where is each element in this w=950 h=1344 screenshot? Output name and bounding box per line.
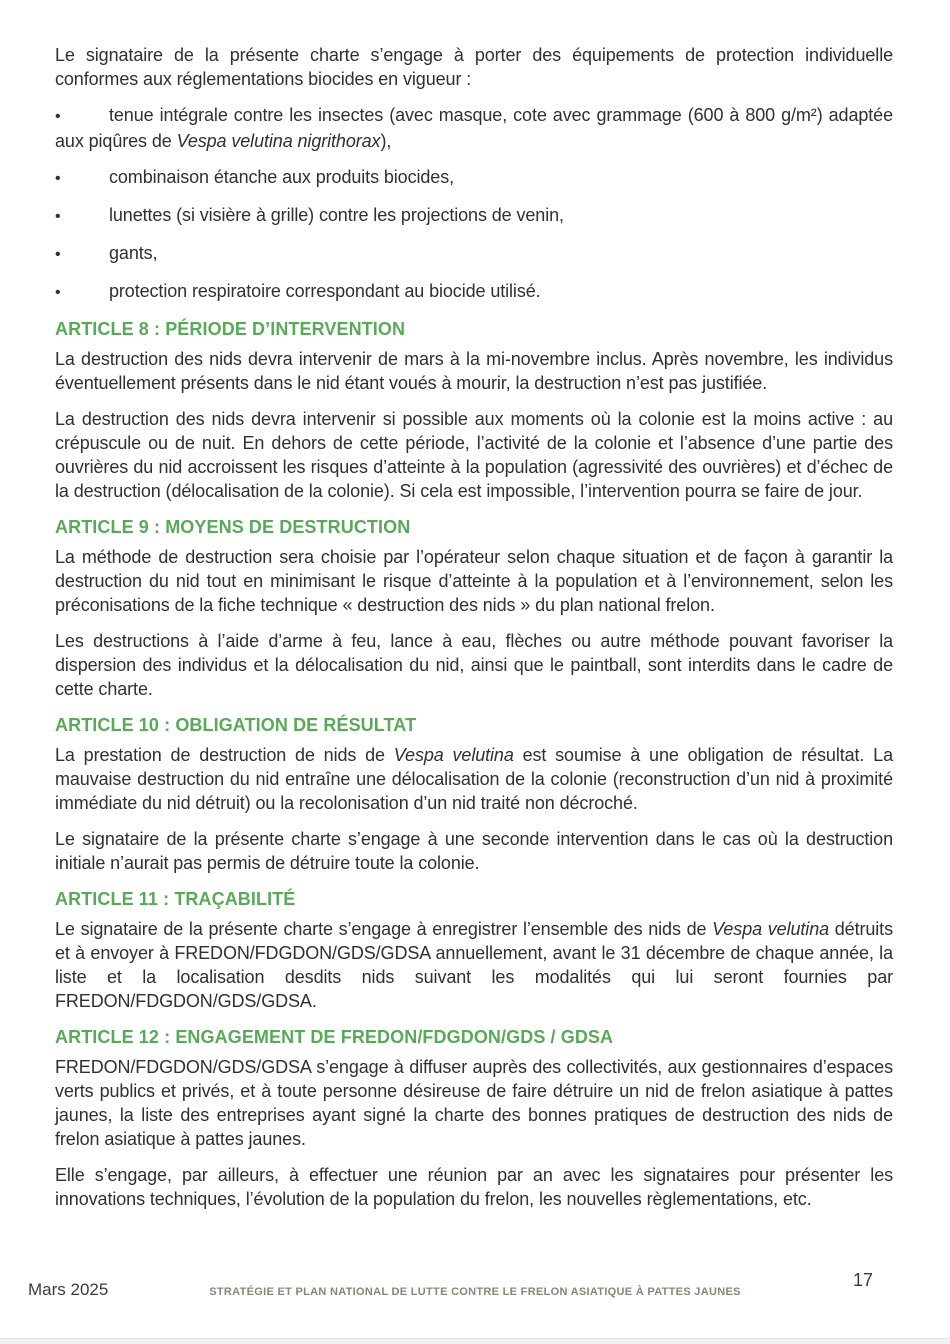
text-run: ),: [380, 131, 392, 151]
page-footer: [0, 1270, 950, 1310]
text-run: ARTICLE 10 : OBLIGATION DE RÉSULTAT: [55, 715, 417, 735]
paragraph: [55, 43, 893, 91]
text-run: combinaison étanche aux produits biocides,: [109, 167, 455, 187]
text-run: La destruction des nids devra intervenir de mars à la mi-novembre inclus. Après novembre, les individus éventuellement présents dans le nid étant voués à mourir, la destruction n’est pas justifiée.: [55, 349, 893, 393]
article-heading: [55, 887, 893, 911]
text-run: Les destructions à l’aide d’arme à feu, lance à eau, flèches ou autre méthode pouvant favoriser la dispersion des individus et la délocalisation du nid, ainsi que le paintball, sont interdits dans le cadre de cette charte.: [55, 631, 893, 699]
document-body: [55, 43, 893, 1223]
text-run: ARTICLE 9 : MOYENS DE DESTRUCTION: [55, 517, 411, 537]
paragraph: [55, 827, 893, 875]
article-heading: [55, 317, 893, 341]
text-run: protection respiratoire correspondant au biocide utilisé.: [109, 281, 541, 301]
paragraph: [55, 629, 893, 701]
page-bottom-edge: [0, 1338, 950, 1344]
paragraph: [55, 743, 893, 815]
text-run: est soumise à une obligation de résultat. La mauvaise destruction du nid entraîne une délocalisation de la colonie (reconstruction d’un nid à proximité immédiate du nid détruit) ou la recolonisation d’un nid traité non décroché.: [55, 745, 893, 813]
article-heading: [55, 1025, 893, 1049]
text-run: lunettes (si visière à grille) contre les projections de venin,: [109, 205, 564, 225]
bullet-icon: •: [55, 208, 61, 225]
species-name-italic: Vespa velutina: [393, 745, 514, 765]
text-run: La destruction des nids devra intervenir si possible aux moments où la colonie est la moins active : au crépuscule ou de nuit. En dehors de cette période, l’activité de la colonie et l’absence d’une partie des ouvrières du nid accroissent les risques d’atteinte à la population (agressivité des ouvrières) et d’échec de la destruction (délocalisation de la colonie). Si cela est impossible, l’intervention pourra se faire de jour.: [55, 409, 893, 501]
text-run: Elle s’engage, par ailleurs, à effectuer une réunion par an avec les signataires pour présenter les innovations techniques, l’évolution de la population du frelon, les nouvelles règlementations, etc.: [55, 1165, 893, 1209]
text-run: Le signataire de la présente charte s’engage à porter des équipements de protection individuelle conformes aux réglementations biocides en vigueur :: [55, 45, 893, 89]
paragraph: [55, 917, 893, 1013]
footer-date: Mars 2025: [28, 1280, 109, 1299]
paragraph: [55, 347, 893, 395]
footer-running-title: STRATÉGIE ET PLAN NATIONAL DE LUTTE CONTRE LE FRELON ASIATIQUE À PATTES JAUNES: [209, 1286, 741, 1298]
page-number: 17: [852, 1270, 873, 1290]
bullet-icon: •: [55, 108, 61, 125]
text-run: détruits et à envoyer à FREDON/FDGDON/GDS/GDSA annuellement, avant le 31 décembre de chaque année, la liste et la localisation desdits nids suivant les modalités qui lui seront fournies par FREDON/FDGDON/GDS/GDSA.: [55, 919, 893, 1011]
text-run: FREDON/FDGDON/GDS/GDSA s’engage à diffuser auprès des collectivités, aux gestionnaires d’espaces verts publics et privés, et à toute personne désireuse de faire détruire un nid de frelon asiatique à pattes jaunes, la liste des entreprises ayant signé la charte des bonnes pratiques de destruction des nids de frelon asiatique à pattes jaunes.: [55, 1057, 893, 1149]
bullet-item: [55, 165, 893, 191]
text-run: La méthode de destruction sera choisie par l’opérateur selon chaque situation et de façon à garantir la destruction du nid tout en minimisant le risque d’atteinte à la population et à l’environnement, selon les préconisations de la fiche technique « destruction des nids » du plan national frelon.: [55, 547, 893, 615]
text-run: ARTICLE 12 : ENGAGEMENT DE FREDON/FDGDON/GDS / GDSA: [55, 1027, 614, 1047]
paragraph: [55, 407, 893, 503]
bullet-icon: •: [55, 284, 61, 301]
text-run: Le signataire de la présente charte s’engage à une seconde intervention dans le cas où la destruction initiale n’aurait pas permis de détruire toute la colonie.: [55, 829, 893, 873]
paragraph: [55, 545, 893, 617]
bullet-icon: •: [55, 170, 61, 187]
text-run: gants,: [109, 243, 158, 263]
text-run: ARTICLE 11 : TRAÇABILITÉ: [55, 889, 296, 909]
bullet-item: [55, 241, 893, 267]
article-heading: [55, 515, 893, 539]
bullet-item: [55, 103, 893, 153]
bullet-icon: •: [55, 246, 61, 263]
paragraph: [55, 1163, 893, 1211]
text-run: Le signataire de la présente charte s’engage à enregistrer l’ensemble des nids de: [55, 919, 713, 939]
text-run: La prestation de destruction de nids de: [55, 745, 394, 765]
text-run: tenue intégrale contre les insectes (avec masque, cote avec grammage (600 à 800 g/m²) adaptée aux piqûres de: [55, 105, 893, 151]
text-run: ARTICLE 8 : PÉRIODE D’INTERVENTION: [55, 319, 406, 339]
paragraph: [55, 1055, 893, 1151]
species-name-italic: Vespa velutina nigrithorax: [176, 131, 381, 151]
species-name-italic: Vespa velutina: [712, 919, 830, 939]
article-heading: [55, 713, 893, 737]
bullet-item: [55, 279, 893, 305]
bullet-item: [55, 203, 893, 229]
